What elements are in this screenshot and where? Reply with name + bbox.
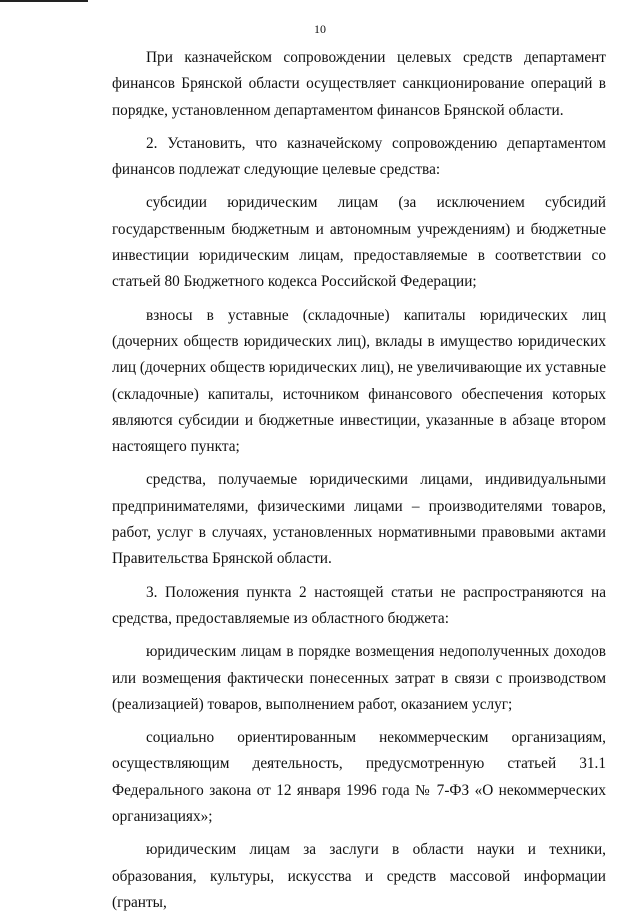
paragraph: юридическим лицам в порядке возмещения недополученных доходов или возмещения фактически понесенных затрат в связи с производством (реализацией) товаров, выполнением работ, оказанием услуг; bbox=[112, 643, 606, 713]
document-body bbox=[112, 45, 606, 916]
paragraph: При казначейском сопровождении целевых средств департамент финансов Брянской области осуществляет санкционирование операций в порядке, установленном департаментом финансов Брянской области. bbox=[112, 49, 606, 119]
paragraph: субсидии юридическим лицам (за исключением субсидий государственным бюджетным и автономным учреждениям) и бюджетные инвестиции юридическим лицам, предоставляемые в соответствии со статьей 80 Бюджетного кодекса Российской Федерации; bbox=[112, 194, 606, 291]
top-rule bbox=[0, 0, 88, 2]
paragraph: средства, получаемые юридическими лицами, индивидуальными предпринимателями, физическими лицами – производителями товаров, работ, услуг в случаях, установленных нормативными правовыми актами Правительства Брянской области. bbox=[112, 471, 606, 568]
paragraph: взносы в уставные (складочные) капиталы юридических лиц (дочерних обществ юридических лиц), вклады в имущество юридических лиц (дочерних обществ юридических лиц), не увеличивающие их уставные (складочные) капиталы, источником финансового обеспечения которых являются субсидии и бюджетные инвестиции, указанные в абзаце втором настоящего пункта; bbox=[112, 306, 606, 456]
paragraph: 3. Положения пункта 2 настоящей статьи не распространяются на средства, предоставляемые из областного бюджета: bbox=[112, 583, 606, 627]
paragraph: юридическим лицам за заслуги в области науки и техники, образования, культуры, искусства и средств массовой информации (гранты, bbox=[112, 841, 606, 911]
paragraph: 2. Установить, что казначейскому сопровождению департаментом финансов подлежат следующие целевые средства: bbox=[112, 134, 606, 179]
page-number: 10 bbox=[314, 22, 326, 36]
paragraph: социально ориентированным некоммерческим организациям, осуществляющим деятельность, предусмотренную статьей 31.1 Федерального закона от 12 января 1996 года № 7-ФЗ «О некоммерческих организациях»; bbox=[112, 729, 606, 826]
